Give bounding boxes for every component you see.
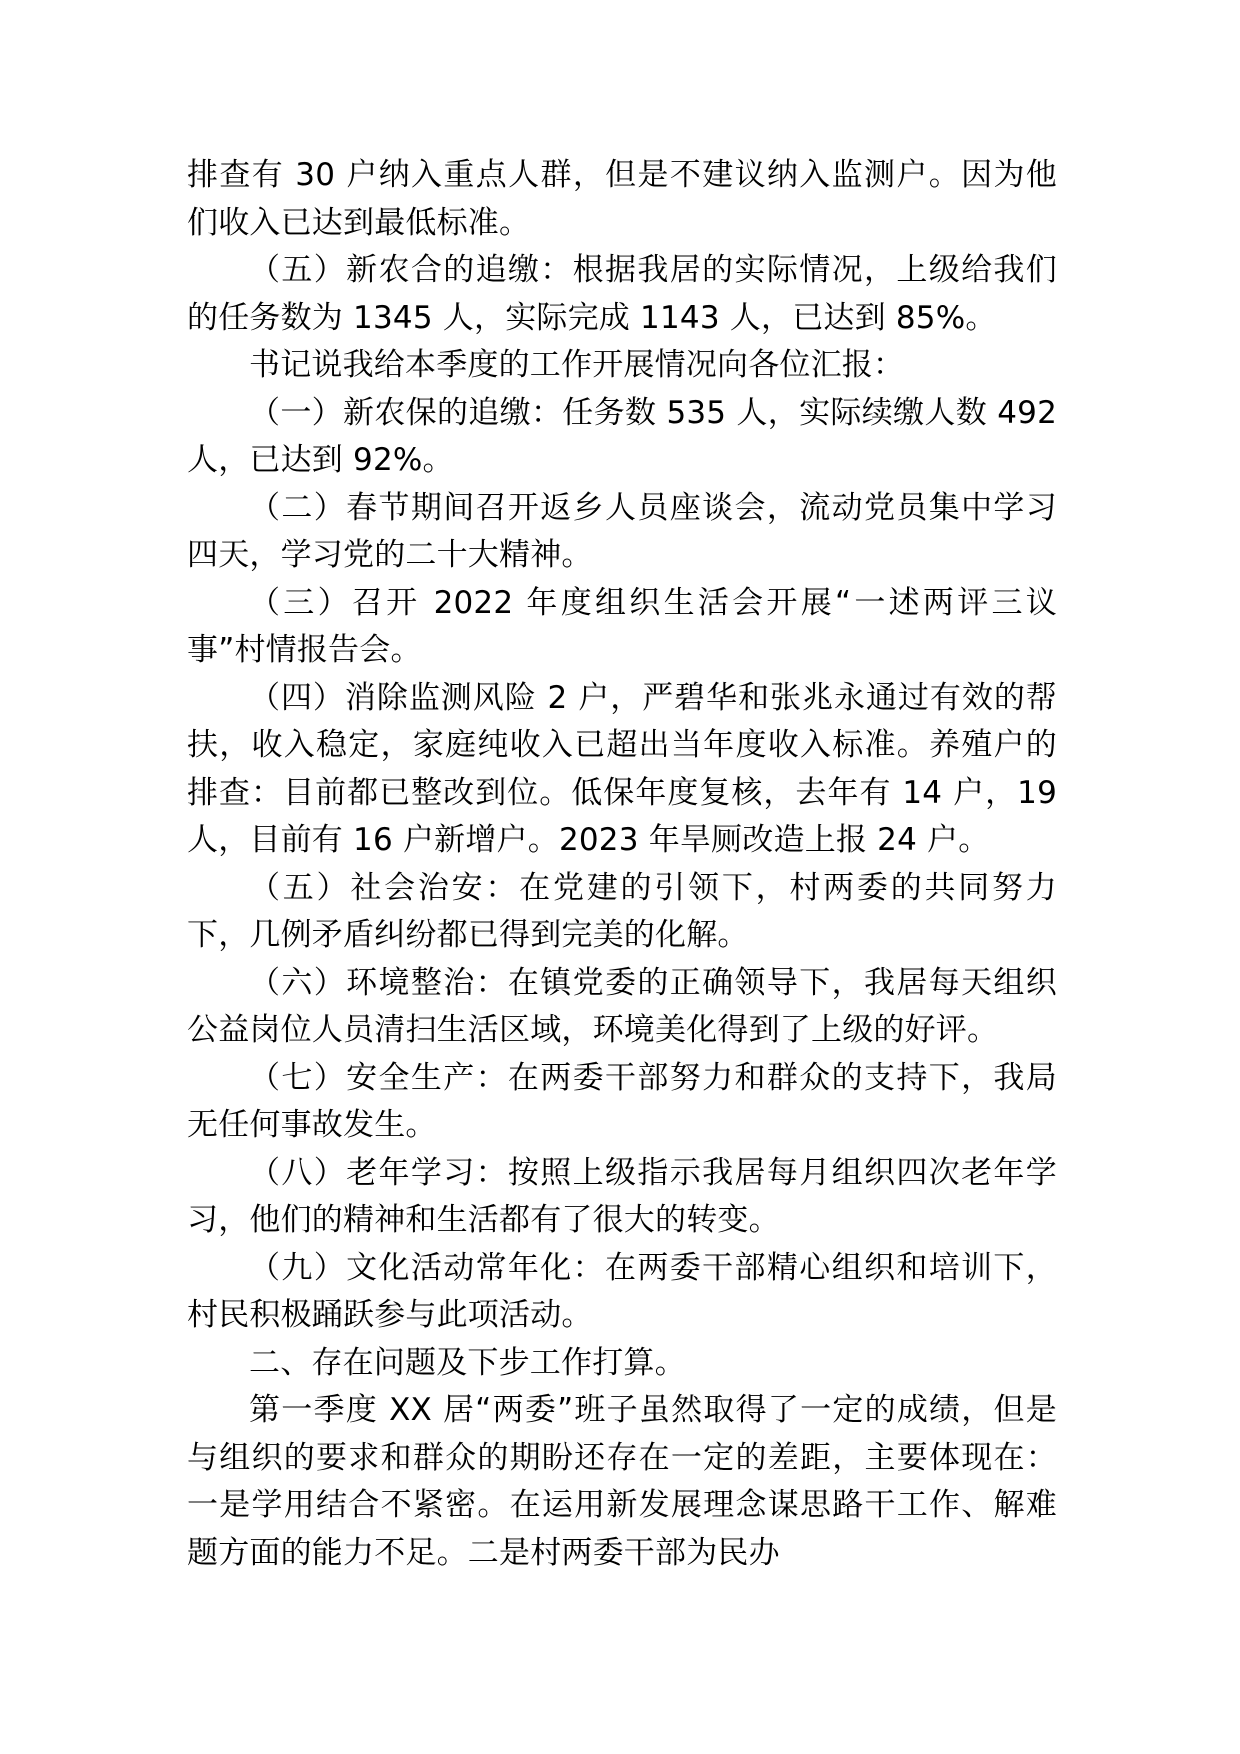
paragraph-item-5-public-security: （五）社会治安：在党建的引领下，村两委的共同努力下，几例矛盾纠纷都已得到完美的化解。	[187, 869, 1057, 953]
paragraph-problems-body: 第一季度 XX 居“两委”班子虽然取得了一定的成绩，但是与组织的要求和群众的期盼还存在一定的差距，主要体现在：一是学用结合不紧密。在运用新发展理念谋思路干工作、解难题方面的能力不足。二是村两委干部为民办	[187, 1392, 1057, 1571]
paragraph-item-4-monitoring-risk: （四）消除监测风险 2 户，严碧华和张兆永通过有效的帮扶，收入稳定，家庭纯收入已超出当年度收入标准。养殖户的排查：目前都已整改到位。低保年度复核，去年有 14 户，19 人，目前有 16 户新增户。2023 年旱厕改造上报 24 户。	[187, 679, 1057, 858]
section-heading-problems: 二、存在问题及下步工作打算。	[249, 1344, 686, 1381]
paragraph-item-9-cultural-activities: （九）文化活动常年化：在两委干部精心组织和培训下，村民积极踊跃参与此项活动。	[187, 1249, 1057, 1333]
paragraph-item-6-environment: （六）环境整治：在镇党委的正确领导下，我居每天组织公益岗位人员清扫生活区域，环境美化得到了上级的好评。	[187, 964, 1057, 1048]
paragraph-item-3-organization-meeting: （三）召开 2022 年度组织生活会开展“一述两评三议事”村情报告会。	[187, 584, 1057, 668]
paragraph-item-7-safety: （七）安全生产：在两委干部努力和群众的支持下，我局无任何事故发生。	[187, 1059, 1057, 1143]
paragraph-item-8-elderly-learning: （八）老年学习：按照上级指示我居每月组织四次老年学习，他们的精神和生活都有了很大的转变。	[187, 1154, 1057, 1238]
paragraph-continuation: 排查有 30 户纳入重点人群，但是不建议纳入监测户。因为他们收入已达到最低标准。	[187, 157, 1057, 241]
paragraph-item-2-spring-festival: （二）春节期间召开返乡人员座谈会，流动党员集中学习四天，学习党的二十大精神。	[187, 489, 1057, 573]
document-page	[187, 152, 1057, 1577]
paragraph-secretary-report-intro: 书记说我给本季度的工作开展情况向各位汇报：	[249, 347, 905, 383]
paragraph-item-1-pension: （一）新农保的追缴：任务数 535 人，实际续缴人数 492 人，已达到 92%。	[187, 394, 1057, 478]
paragraph-item-5-new-rural-cooperative: （五）新农合的追缴：根据我居的实际情况，上级给我们的任务数为 1345 人，实际完成 1143 人，已达到 85%。	[187, 252, 1057, 336]
